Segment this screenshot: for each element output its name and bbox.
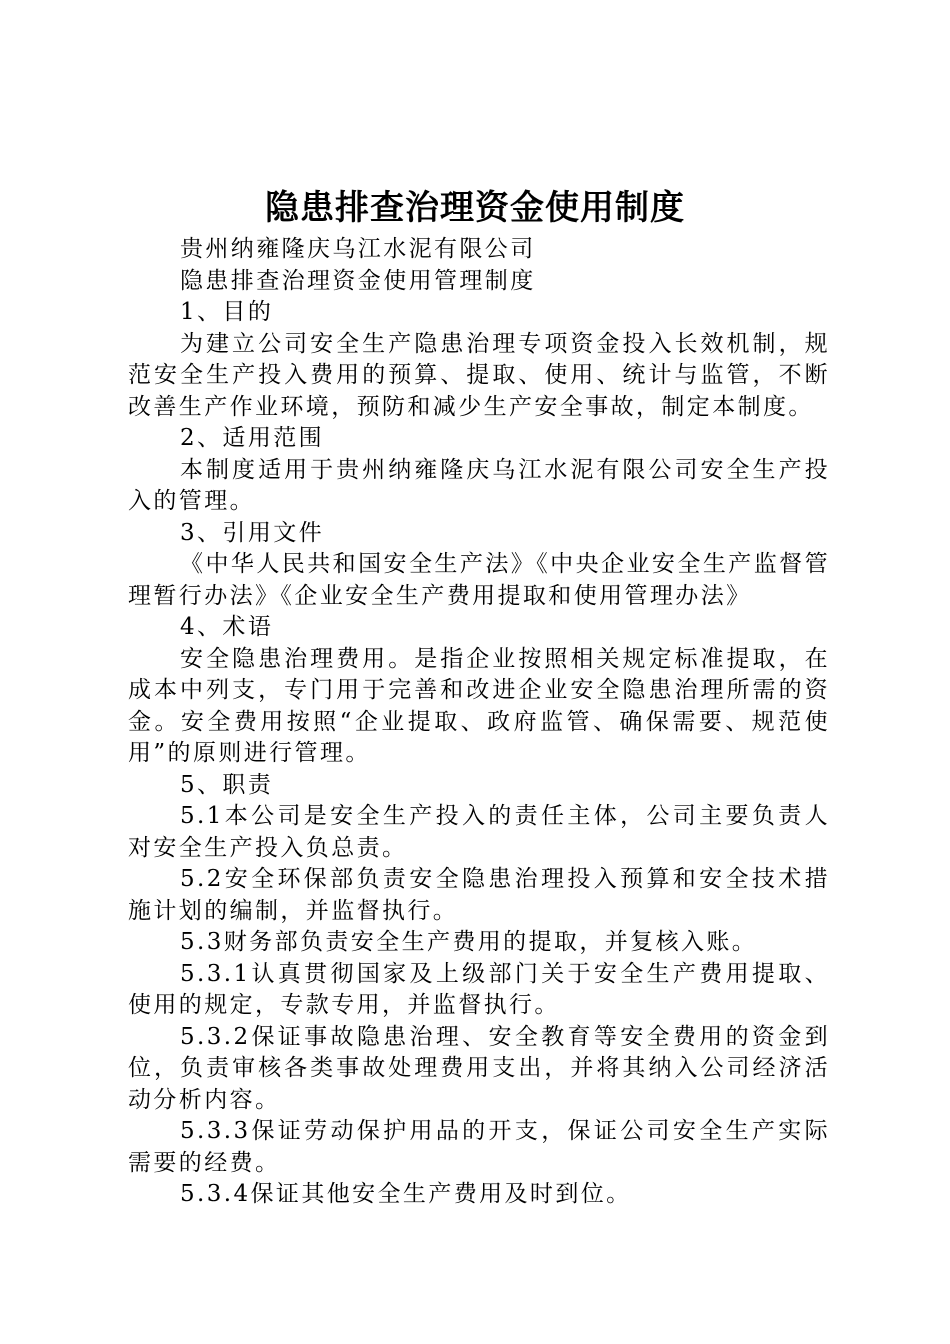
body-paragraph: 为建立公司安全生产隐患治理专项资金投入长效机制，规范安全生产投入费用的预算、提取、使用、统计与监管，不断改善生产作业环境，预防和减少生产安全事故，制定本制度。 xyxy=(128,330,830,420)
section-heading: 贵州纳雍隆庆乌江水泥有限公司 xyxy=(180,236,536,262)
section-heading: 5、职责 xyxy=(180,771,274,798)
body-paragraph: 5.3.4保证其他安全生产费用及时到位。 xyxy=(180,1181,632,1207)
body-paragraph: 5.3财务部负责安全生产费用的提取，并复核入账。 xyxy=(180,929,758,955)
body-paragraph: 安全隐患治理费用。是指企业按照相关规定标准提取，在成本中列支，专门用于完善和改进企业安全隐患治理所需的资金。安全费用按照“企业提取、政府监管、确保需要、规范使用”的原则进行管理。 xyxy=(128,645,830,766)
document-title: 隐患排查治理资金使用制度 xyxy=(265,188,685,228)
section-heading: 3、引用文件 xyxy=(180,519,325,546)
body-paragraph: 《中华人民共和国安全生产法》《中央企业安全生产监督管理暂行办法》《企业安全生产费用提取和使用管理办法》 xyxy=(128,551,830,609)
body-paragraph: 5.3.3保证劳动保护用品的开支，保证公司安全生产实际需要的经费。 xyxy=(128,1118,830,1176)
body-paragraph: 本制度适用于贵州纳雍隆庆乌江水泥有限公司安全生产投入的管理。 xyxy=(128,456,830,514)
body-paragraph: 5.1本公司是安全生产投入的责任主体，公司主要负责人对安全生产投入负总责。 xyxy=(128,803,830,861)
body-paragraph: 5.2安全环保部负责安全隐患治理投入预算和安全技术措施计划的编制，并监督执行。 xyxy=(128,866,830,924)
document-body xyxy=(128,234,830,1211)
section-heading: 2、适用范围 xyxy=(180,425,325,451)
section-heading: 隐患排查治理资金使用管理制度 xyxy=(180,267,536,294)
section-heading: 4、术语 xyxy=(180,614,274,640)
section-heading: 1、目的 xyxy=(180,299,274,325)
body-paragraph: 5.3.2保证事故隐患治理、安全教育等安全费用的资金到位，负责审核各类事故处理费用支出，并将其纳入公司经济活动分析内容。 xyxy=(128,1023,830,1113)
body-paragraph: 5.3.1认真贯彻国家及上级部门关于安全生产费用提取、使用的规定，专款专用，并监督执行。 xyxy=(128,960,830,1018)
